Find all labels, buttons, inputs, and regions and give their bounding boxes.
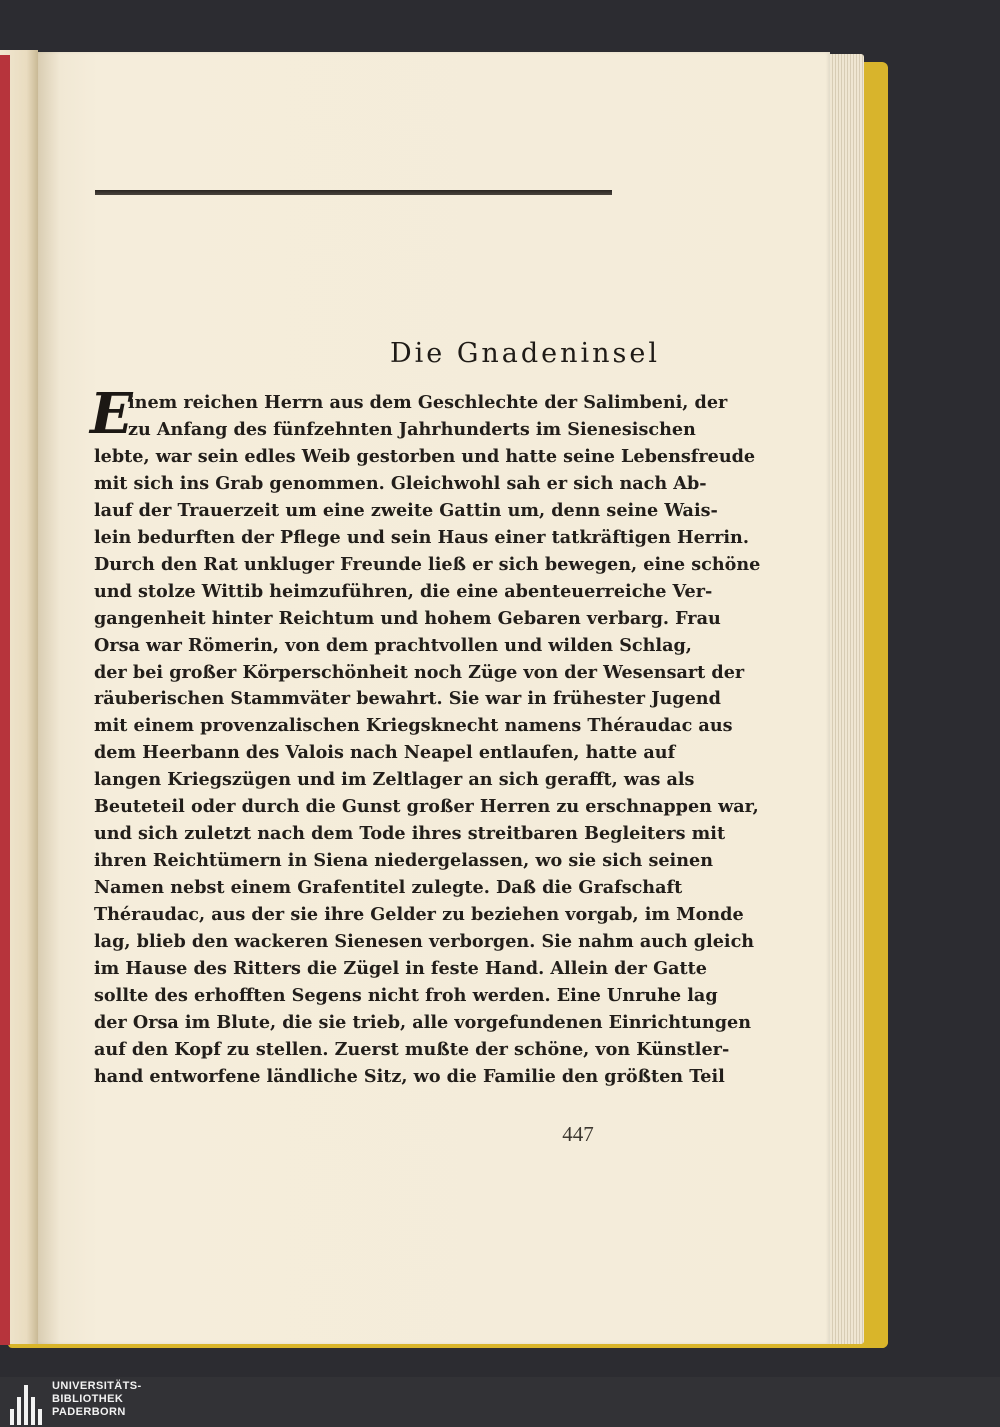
text-line: der Orsa im Blute, die sie trieb, alle vorgefundenen Einrichtungen: [94, 1011, 751, 1033]
library-name-line2: BIBLIOTHEK: [52, 1393, 124, 1405]
text-line: hand entworfene ländliche Sitz, wo die Familie den größten Teil: [94, 1065, 725, 1087]
text-line: räuberischen Stammväter bewahrt. Sie war in frühester Jugend: [94, 688, 721, 710]
page-number: 447: [562, 1122, 594, 1146]
text-line: langen Kriegszügen und im Zeltlager an sich gerafft, was als: [94, 769, 695, 791]
bookmark-ribbon: [0, 55, 10, 1345]
library-logo-icon: [10, 1381, 44, 1425]
text-line: sollte des erhofften Segens nicht froh werden. Eine Unruhe lag: [94, 984, 718, 1006]
library-name-line3: PADERBORN: [52, 1406, 126, 1418]
text-line: mit einem provenzalischen Kriegsknecht namens Théraudac aus: [94, 715, 733, 737]
text-line: Durch den Rat unkluger Freunde ließ er sich bewegen, eine schöne: [94, 553, 761, 575]
text-line: gangenheit hinter Reichtum und hohem Gebaren verbarg. Frau: [94, 607, 721, 629]
page-block-edges: [824, 54, 864, 1344]
header-rule: [95, 190, 612, 195]
chapter-title: Die Gnadeninsel: [389, 338, 661, 369]
footer-bar: [0, 1377, 1000, 1427]
text-line: ihren Reichtümern in Siena niedergelassen, wo sie sich seinen: [94, 850, 714, 872]
text-line: im Hause des Ritters die Zügel in feste Hand. Allein der Gatte: [94, 957, 707, 979]
text-line: zu Anfang des fünfzehnten Jahrhunderts im Sienesischen: [128, 418, 696, 440]
text-line: der bei großer Körperschönheit noch Züge von der Wesensart der: [94, 661, 745, 683]
drop-cap: E: [90, 381, 133, 447]
text-line: mit sich ins Grab genommen. Gleichwohl sah er sich nach Ab-: [94, 472, 707, 494]
text-line: auf den Kopf zu stellen. Zuerst mußte der schöne, von Künstler-: [94, 1038, 730, 1060]
text-line: inem reichen Herrn aus dem Geschlechte der Salimbeni, der: [128, 392, 728, 413]
text-line: lebte, war sein edles Weib gestorben und hatte seine Lebensfreude: [94, 445, 756, 467]
text-line: lauf der Trauerzeit um eine zweite Gattin um, denn seine Wais-: [94, 499, 718, 521]
text-line: Théraudac, aus der sie ihre Gelder zu beziehen vorgab, im Monde: [94, 904, 744, 926]
text-line: und stolze Wittib heimzuführen, die eine abenteuerreiche Ver-: [94, 580, 713, 602]
text-line: lag, blieb den wackeren Sienesen verborgen. Sie nahm auch gleich: [94, 931, 755, 952]
text-line: und sich zuletzt nach dem Tode ihres streitbaren Begleiters mit: [94, 823, 726, 845]
text-line: lein bedurften der Pflege und sein Haus einer tatkräftigen Herrin.: [94, 526, 749, 548]
text-line: Beuteteil oder durch die Gunst großer Herren zu erschnappen war,: [94, 796, 759, 818]
text-line: dem Heerbann des Valois nach Neapel entlaufen, hatte auf: [94, 742, 676, 764]
text-line: Orsa war Römerin, von dem prachtvollen und wilden Schlag,: [94, 634, 692, 656]
text-line: Namen nebst einem Grafentitel zulegte. Daß die Grafschaft: [94, 877, 683, 899]
library-name-line1: UNIVERSITÄTS-: [52, 1380, 142, 1392]
